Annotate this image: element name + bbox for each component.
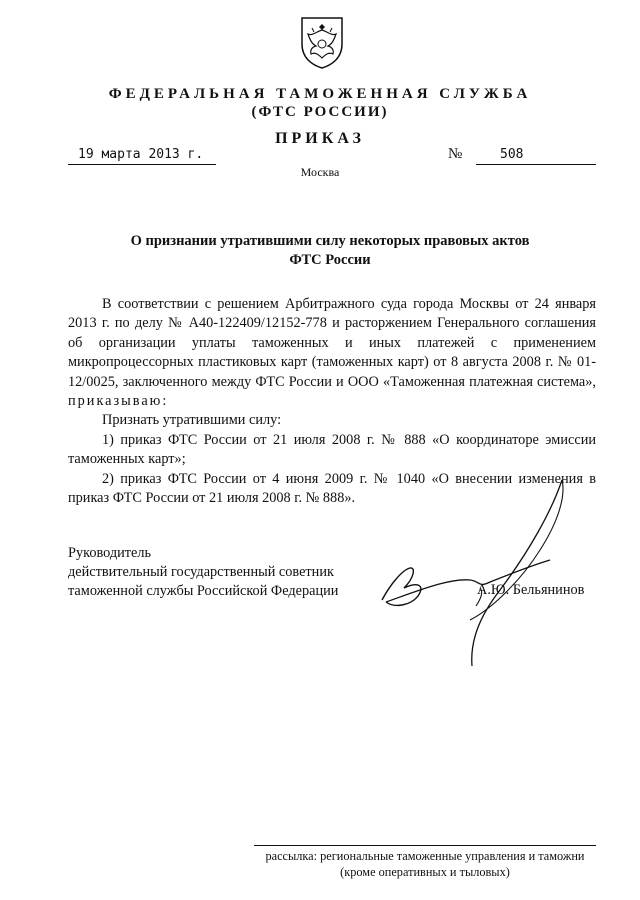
city: Москва — [300, 165, 340, 179]
signatory-title-2: действительный государственный советник — [68, 564, 334, 580]
distribution-line-2: (кроме оперативных и тыловых) — [340, 865, 510, 879]
order-date: 19 марта 2013 г. — [68, 147, 216, 165]
repeal-item-2: 2) приказ ФТС России от 4 июня 2009 г. № 1040 «О внесении изменения в приказ ФТС России от 21 июля 2008 г. № 888». — [68, 470, 596, 507]
handwritten-signature-icon — [330, 470, 590, 680]
order-subject — [60, 232, 600, 270]
order-number-label: № — [448, 146, 463, 162]
agency-short-name: (ФТС РОССИИ) — [251, 104, 389, 120]
subject-line-1: О признании утратившими силу некоторых правовых актов — [130, 233, 530, 249]
repeal-item-1: 1) приказ ФТС России от 21 июля 2008 г. № 888 «О координаторе эмиссии таможенных карт»; — [68, 431, 596, 468]
subject-line-2: ФТС России — [289, 252, 371, 268]
document-type-title: ПРИКАЗ — [275, 130, 365, 147]
coat-of-arms-emblem-icon — [298, 14, 346, 70]
signatory-title-1: Руководитель — [68, 545, 152, 561]
body-intro: В соответствии с решением Арбитражного суда города Москвы от 24 января 2013 г. по делу № А40-122409/12152-778 и расторжением Генерального соглашения об организации уплаты таможенных и иных платежей с применением микропроцессорных пластиковых карт (таможенных карт) от 8 августа 2008 г. № 01-12/0025, заключенного между ФТС России и ООО «Таможенная платежная система», приказываю: — [68, 296, 596, 410]
agency-name: ФЕДЕРАЛЬНАЯ ТАМОЖЕННАЯ СЛУЖБА — [108, 86, 532, 102]
distribution-list — [254, 848, 596, 880]
repeal-intro: Признать утратившими силу: — [102, 412, 282, 429]
signatory-name: А.Ю. Бельянинов — [477, 582, 585, 598]
directive-word: приказываю: — [68, 393, 169, 410]
order-number: 508 — [476, 147, 596, 165]
distribution-line-1: рассылка: региональные таможенные управления и таможни — [265, 849, 585, 863]
distribution-divider — [254, 845, 596, 846]
signatory-block — [68, 544, 338, 601]
signatory-title-3: таможенной службы Российской Федерации — [68, 583, 339, 599]
